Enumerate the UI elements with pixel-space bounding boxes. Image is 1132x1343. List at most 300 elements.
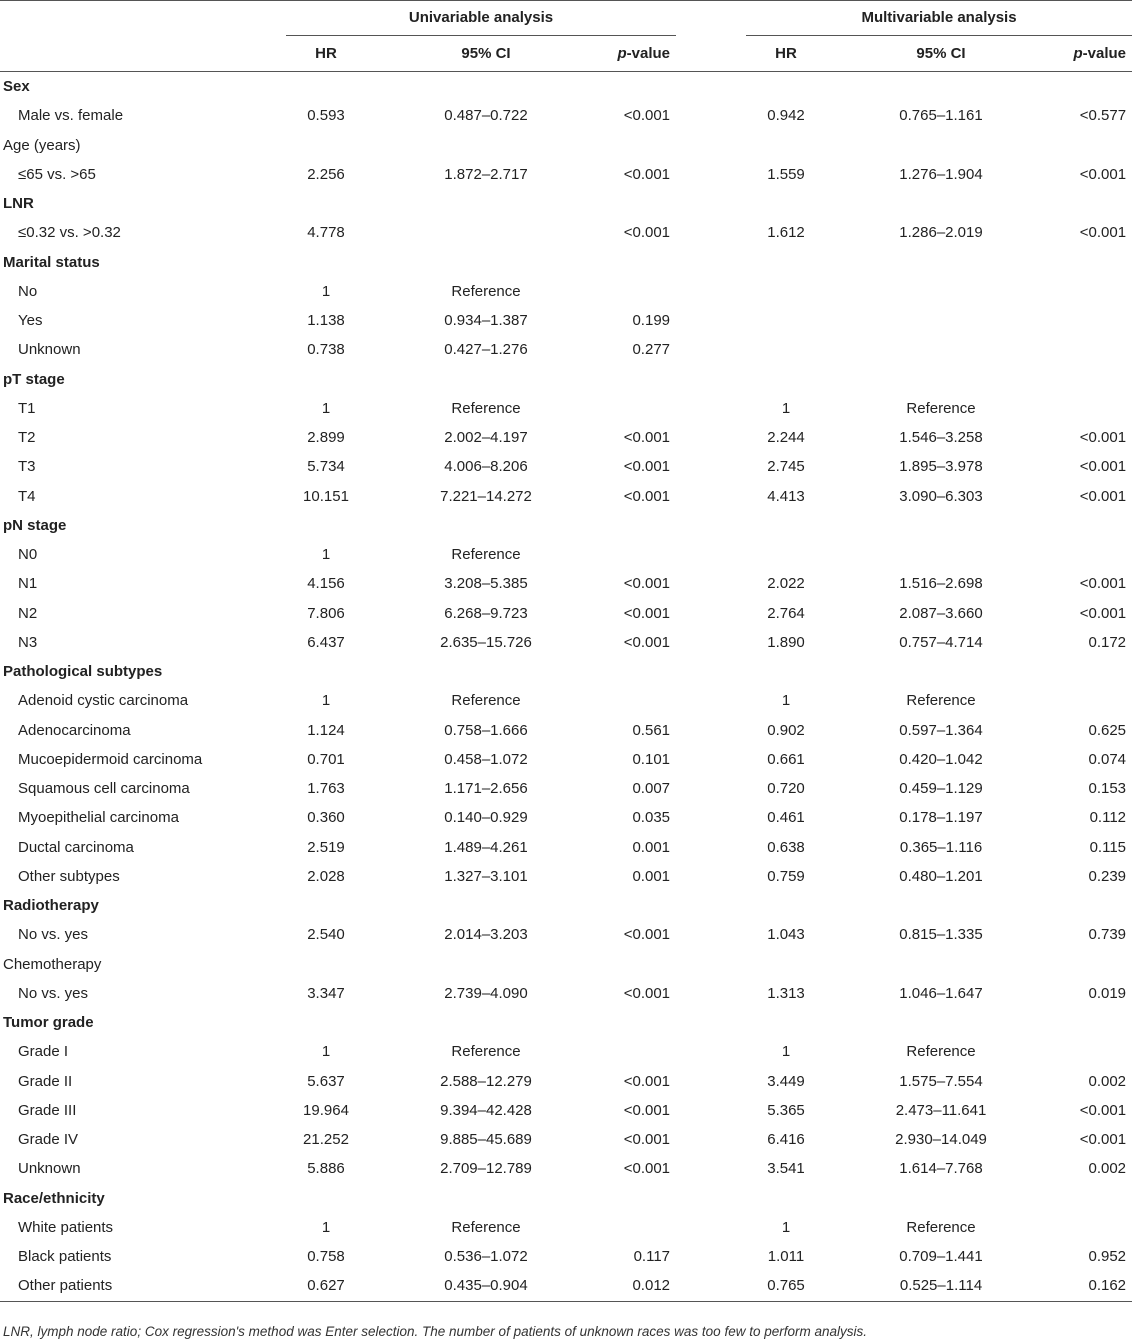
spacer-cell <box>676 101 746 130</box>
ci-multi-cell: 1.276–1.904 <box>899 165 983 183</box>
hr-multi-cell: 3.449 <box>767 1072 805 1090</box>
p-multi-cell <box>1056 277 1132 306</box>
spacer-cell <box>676 686 746 715</box>
p-uni-cell <box>606 1037 676 1066</box>
table-row <box>0 745 1132 774</box>
ci-multi-cell <box>826 950 1056 979</box>
p-uni-cell: <0.001 <box>623 604 671 622</box>
table-row <box>0 218 1132 247</box>
ci-uni-cell: 3.208–5.385 <box>444 575 528 593</box>
hr-multi-cell <box>746 335 826 364</box>
ci-multi-cell: 0.420–1.042 <box>899 750 983 768</box>
row-label: pN stage <box>3 516 67 534</box>
table-row <box>0 1242 1132 1271</box>
p-uni-cell: <0.001 <box>623 1072 671 1090</box>
section-row <box>0 365 1132 394</box>
table-row <box>0 540 1132 569</box>
p-multi-cell <box>1056 1008 1132 1037</box>
hr-uni-cell: 5.886 <box>307 1160 345 1178</box>
ci-multi-cell <box>826 1184 1056 1213</box>
row-label: Grade II <box>18 1072 73 1090</box>
p-multi-cell: 0.019 <box>1088 984 1127 1002</box>
hr-multi-cell <box>746 950 826 979</box>
ci-multi-cell: 0.709–1.441 <box>899 1248 983 1266</box>
p-uni-cell: <0.001 <box>623 575 671 593</box>
p-uni-cell <box>606 1008 676 1037</box>
p-uni-cell: 0.561 <box>632 721 671 739</box>
hr-uni-cell: 2.899 <box>307 429 345 447</box>
hr-multi-cell <box>746 511 826 540</box>
hr-uni-cell: 10.151 <box>303 487 349 505</box>
hr-uni-cell <box>286 1184 366 1213</box>
hr-multi-cell: 6.416 <box>767 1131 805 1149</box>
p-uni-cell: 0.117 <box>633 1248 671 1266</box>
spacer-cell <box>676 218 746 247</box>
ci-uni-cell: 9.885–45.689 <box>440 1131 532 1149</box>
ci-uni-cell: 0.140–0.929 <box>444 809 528 827</box>
table-row <box>0 1125 1132 1154</box>
table-row <box>0 833 1132 862</box>
ci-multi-cell: 0.597–1.364 <box>899 721 983 739</box>
hr-header-uni: HR <box>286 36 366 72</box>
hr-multi-cell: 0.942 <box>767 107 805 125</box>
table-row <box>0 920 1132 949</box>
p-multi-cell: <0.001 <box>1079 1131 1127 1149</box>
spacer-cell <box>676 248 746 277</box>
hr-multi-cell: 1 <box>781 1218 791 1236</box>
hr-uni-cell <box>286 72 366 102</box>
ci-uni-cell: 2.002–4.197 <box>444 429 528 447</box>
spacer-cell <box>676 1242 746 1271</box>
section-row <box>0 657 1132 686</box>
table-row <box>0 774 1132 803</box>
p-multi-cell: <0.001 <box>1079 575 1127 593</box>
spacer-cell <box>676 131 746 160</box>
p-multi-cell <box>1056 657 1132 686</box>
hr-multi-cell: 1.043 <box>767 926 805 944</box>
hr-multi-cell <box>746 131 826 160</box>
hr-uni-cell: 1 <box>321 546 331 564</box>
p-multi-cell <box>1056 891 1132 920</box>
p-multi-cell: 0.074 <box>1088 750 1127 768</box>
hr-multi-cell: 4.413 <box>767 487 805 505</box>
ci-multi-cell <box>826 277 1056 306</box>
ci-multi-cell: Reference <box>906 399 976 417</box>
spacer-cell <box>676 335 746 364</box>
hr-multi-cell <box>746 891 826 920</box>
p-header-uni: p-value <box>606 36 676 72</box>
row-label: N3 <box>18 633 38 651</box>
top-rule <box>0 0 1132 1</box>
ci-uni-cell <box>366 189 606 218</box>
spacer-cell <box>676 774 746 803</box>
table-row <box>0 686 1132 715</box>
p-uni-cell <box>606 891 676 920</box>
spacer-cell <box>676 920 746 949</box>
row-label: Race/ethnicity <box>3 1189 105 1207</box>
p-uni-cell: 0.035 <box>632 809 671 827</box>
p-uni-cell: 0.007 <box>632 780 671 798</box>
hr-multi-cell <box>746 365 826 394</box>
hr-uni-cell: 5.637 <box>307 1072 345 1090</box>
row-label: pT stage <box>3 370 65 388</box>
hr-uni-cell: 1.763 <box>307 780 345 798</box>
ci-uni-cell: 0.536–1.072 <box>444 1248 528 1266</box>
row-label: Unknown <box>18 1160 81 1178</box>
hr-multi-cell <box>746 1184 826 1213</box>
hr-multi-cell: 1.011 <box>767 1248 805 1266</box>
section-row <box>0 1184 1132 1213</box>
p-multi-cell <box>1056 248 1132 277</box>
ci-multi-cell: 3.090–6.303 <box>899 487 983 505</box>
hr-uni-cell: 1 <box>321 1218 331 1236</box>
ci-multi-cell: 1.286–2.019 <box>899 224 983 242</box>
table-row <box>0 862 1132 891</box>
ci-uni-cell <box>366 1184 606 1213</box>
row-label: Age (years) <box>3 136 81 154</box>
ci-multi-cell: 0.765–1.161 <box>899 107 983 125</box>
p-multi-cell: 0.002 <box>1088 1072 1127 1090</box>
hr-multi-cell: 0.461 <box>767 809 805 827</box>
section-row <box>0 891 1132 920</box>
ci-uni-cell <box>366 950 606 979</box>
p-uni-cell: <0.001 <box>623 487 671 505</box>
spacer-cell <box>676 1213 746 1242</box>
ci-uni-cell <box>366 72 606 102</box>
ci-multi-cell: 0.178–1.197 <box>899 809 983 827</box>
spacer-cell <box>676 394 746 423</box>
p-uni-cell <box>606 1213 676 1242</box>
ci-header-multi: 95% CI <box>826 36 1056 72</box>
hr-multi-cell: 0.765 <box>746 1271 826 1301</box>
row-label: No vs. yes <box>18 926 89 944</box>
ci-uni-cell: Reference <box>451 692 521 710</box>
p-uni-cell: <0.001 <box>623 1160 671 1178</box>
row-label: Sex <box>3 78 30 96</box>
spacer-cell <box>676 628 746 657</box>
spacer-cell <box>676 1008 746 1037</box>
ci-uni-cell: 2.709–12.789 <box>440 1160 532 1178</box>
p-uni-cell: 0.277 <box>632 341 671 359</box>
ci-uni-cell <box>366 891 606 920</box>
p-multi-cell <box>1056 1213 1132 1242</box>
row-label: Mucoepidermoid carcinoma <box>18 750 203 768</box>
ci-uni-cell: 1.872–2.717 <box>444 165 528 183</box>
spacer-cell <box>676 657 746 686</box>
hr-uni-cell: 19.964 <box>303 1101 349 1119</box>
p-multi-cell: <0.577 <box>1079 107 1127 125</box>
ci-uni-cell: Reference <box>451 1218 521 1236</box>
p-uni-cell <box>606 72 676 102</box>
ci-uni-cell <box>366 657 606 686</box>
ci-uni-cell <box>366 218 606 247</box>
p-uni-cell <box>606 950 676 979</box>
ci-multi-cell: 2.930–14.049 <box>895 1131 987 1149</box>
section-row <box>0 248 1132 277</box>
ci-uni-cell: 0.427–1.276 <box>444 341 528 359</box>
ci-uni-cell: 0.487–0.722 <box>444 107 528 125</box>
p-multi-cell <box>1056 131 1132 160</box>
p-multi-cell <box>1056 1184 1132 1213</box>
spacer-cell <box>676 189 746 218</box>
table-header <box>0 0 1132 72</box>
table-row <box>0 394 1132 423</box>
spacer-cell <box>676 569 746 598</box>
row-label: Unknown <box>18 341 81 359</box>
spacer-cell <box>676 1125 746 1154</box>
row-label: ≤65 vs. >65 <box>18 165 96 183</box>
spacer-cell <box>676 803 746 832</box>
hr-multi-cell: 0.638 <box>767 838 805 856</box>
hr-multi-cell: 5.365 <box>767 1101 805 1119</box>
spacer-cell <box>676 452 746 481</box>
hr-multi-cell <box>746 248 826 277</box>
ci-multi-cell: 1.575–7.554 <box>899 1072 983 1090</box>
ci-multi-cell: Reference <box>906 1043 976 1061</box>
p-multi-cell <box>1056 189 1132 218</box>
p-multi-cell: 0.002 <box>1088 1160 1127 1178</box>
p-uni-cell: 0.001 <box>632 838 671 856</box>
ci-uni-cell: 2.635–15.726 <box>440 633 532 651</box>
ci-uni-cell: 6.268–9.723 <box>444 604 528 622</box>
row-label: Ductal carcinoma <box>18 838 134 856</box>
p-uni-cell: <0.001 <box>623 1101 671 1119</box>
spacer-cell <box>676 891 746 920</box>
hr-uni-cell: 1 <box>321 692 331 710</box>
p-uni-cell <box>606 657 676 686</box>
p-multi-cell: 0.625 <box>1088 721 1127 739</box>
ci-multi-cell: 0.480–1.201 <box>899 867 983 885</box>
section-row <box>0 511 1132 540</box>
ci-uni-cell <box>366 131 606 160</box>
hr-multi-cell <box>746 306 826 335</box>
row-label: Adenoid cystic carcinoma <box>18 692 189 710</box>
row-label: LNR <box>3 195 34 213</box>
hr-uni-cell <box>286 1008 366 1037</box>
hr-multi-cell <box>746 277 826 306</box>
spacer-cell <box>676 1037 746 1066</box>
row-label: N1 <box>18 575 38 593</box>
table-row <box>0 277 1132 306</box>
section-row <box>0 131 1132 160</box>
hr-uni-cell: 0.701 <box>307 750 345 768</box>
hr-multi-cell <box>746 540 826 569</box>
ci-multi-cell: Reference <box>906 1218 976 1236</box>
hr-uni-cell: 1 <box>321 1043 331 1061</box>
hr-uni-cell: 2.028 <box>307 867 345 885</box>
table-row <box>0 1213 1132 1242</box>
spacer-cell <box>676 862 746 891</box>
p-multi-cell <box>1056 72 1132 102</box>
row-label: Male vs. female <box>18 107 124 125</box>
hr-uni-cell: 0.758 <box>307 1248 345 1266</box>
p-uni-cell: <0.001 <box>623 458 671 476</box>
hr-multi-cell: 0.661 <box>767 750 805 768</box>
hr-multi-cell: 1.612 <box>767 224 805 242</box>
multivariable-header: Multivariable analysis <box>746 0 1132 36</box>
ci-multi-cell: 0.815–1.335 <box>899 926 983 944</box>
spacer-cell <box>676 511 746 540</box>
row-label: T4 <box>18 487 36 505</box>
ci-multi-cell <box>826 540 1056 569</box>
ci-multi-cell <box>826 306 1056 335</box>
hr-uni-cell: 4.156 <box>307 575 345 593</box>
row-label: No vs. yes <box>18 984 89 1002</box>
hr-uni-cell: 0.360 <box>307 809 345 827</box>
ci-uni-cell: Reference <box>451 1043 521 1061</box>
univariable-header: Univariable analysis <box>286 0 676 36</box>
p-uni-cell <box>606 189 676 218</box>
p-multi-cell: 0.172 <box>1088 633 1127 651</box>
hr-multi-cell: 1 <box>781 399 791 417</box>
ci-uni-cell: Reference <box>451 282 521 300</box>
table-row <box>0 101 1132 130</box>
hr-uni-cell <box>286 131 366 160</box>
hr-multi-cell: 2.022 <box>767 575 805 593</box>
spacer-cell <box>676 72 746 102</box>
table-row <box>0 1154 1132 1183</box>
hr-uni-cell: 4.778 <box>307 224 345 242</box>
p-uni-cell: 0.001 <box>632 867 671 885</box>
row-label: N2 <box>18 604 38 622</box>
ci-header-uni: 95% CI <box>366 36 606 72</box>
ci-multi-cell <box>826 335 1056 364</box>
row-label: Yes <box>18 312 43 330</box>
p-multi-cell: 0.739 <box>1088 926 1127 944</box>
hr-multi-cell <box>746 189 826 218</box>
spacer-cell <box>676 745 746 774</box>
p-uni-cell <box>606 365 676 394</box>
hr-uni-cell <box>286 950 366 979</box>
ci-multi-cell <box>826 1008 1056 1037</box>
ci-multi-cell <box>826 511 1056 540</box>
spacer-cell <box>676 1067 746 1096</box>
hr-multi-cell <box>746 72 826 102</box>
p-multi-cell: <0.001 <box>1079 458 1127 476</box>
ci-multi-cell <box>826 365 1056 394</box>
hr-uni-cell <box>286 248 366 277</box>
ci-uni-cell: 0.435–0.904 <box>366 1271 606 1301</box>
table-row <box>0 1067 1132 1096</box>
p-uni-cell: <0.001 <box>623 429 671 447</box>
section-row <box>0 189 1132 218</box>
row-label: Grade IV <box>18 1131 79 1149</box>
row-label: Chemotherapy <box>3 955 102 973</box>
hr-uni-cell: 2.519 <box>307 838 345 856</box>
hr-multi-cell: 2.764 <box>767 604 805 622</box>
row-label: Grade III <box>18 1101 77 1119</box>
hr-uni-cell: 21.252 <box>303 1131 349 1149</box>
section-row <box>0 1008 1132 1037</box>
spacer-cell <box>676 160 746 189</box>
hr-uni-cell: 0.738 <box>307 341 345 359</box>
p-uni-cell: <0.001 <box>623 633 671 651</box>
hr-multi-cell: 1.313 <box>767 984 805 1002</box>
ci-uni-cell: 1.489–4.261 <box>444 838 528 856</box>
hr-multi-cell: 3.541 <box>767 1160 805 1178</box>
hr-header-multi: HR <box>746 36 826 72</box>
p-multi-cell <box>1056 950 1132 979</box>
row-label: T1 <box>18 399 36 417</box>
table-row <box>0 423 1132 452</box>
p-uni-cell <box>606 277 676 306</box>
hr-uni-cell: 3.347 <box>307 984 345 1002</box>
hr-uni-cell: 1.124 <box>307 721 345 739</box>
ci-uni-cell: 0.758–1.666 <box>444 721 528 739</box>
p-multi-cell: <0.001 <box>1079 1101 1127 1119</box>
hr-multi-cell: 1 <box>781 1043 791 1061</box>
p-uni-cell: 0.101 <box>632 750 671 768</box>
spacer-cell <box>676 950 746 979</box>
p-uni-cell <box>606 131 676 160</box>
spacer-cell <box>676 365 746 394</box>
p-uni-cell <box>606 248 676 277</box>
p-multi-cell <box>1056 540 1132 569</box>
ci-uni-cell: Reference <box>451 546 521 564</box>
spacer-cell <box>676 482 746 511</box>
hr-uni-cell: 2.540 <box>307 926 345 944</box>
table-row <box>0 569 1132 598</box>
ci-uni-cell: 1.171–2.656 <box>444 780 528 798</box>
hr-uni-cell: 7.806 <box>307 604 345 622</box>
p-uni-cell <box>606 511 676 540</box>
p-uni-cell: 0.199 <box>632 312 671 330</box>
p-multi-cell: <0.001 <box>1079 604 1127 622</box>
spacer-cell <box>676 599 746 628</box>
hr-multi-cell <box>746 1008 826 1037</box>
hr-uni-cell <box>286 189 366 218</box>
spacer-cell <box>676 1271 746 1301</box>
table-row <box>0 306 1132 335</box>
p-uni-cell: <0.001 <box>623 107 671 125</box>
hr-uni-cell <box>286 891 366 920</box>
ci-uni-cell <box>366 511 606 540</box>
hr-uni-cell: 0.593 <box>307 107 345 125</box>
ci-multi-cell: 0.365–1.116 <box>899 838 983 856</box>
hr-multi-cell: 1.559 <box>767 165 805 183</box>
row-label: Other patients <box>0 1271 286 1301</box>
table-row <box>0 482 1132 511</box>
spacer-cell <box>676 979 746 1008</box>
p-multi-cell <box>1056 335 1132 364</box>
spacer-cell <box>676 306 746 335</box>
p-multi-cell: 0.162 <box>1056 1271 1132 1301</box>
table-row <box>0 716 1132 745</box>
p-multi-cell <box>1056 686 1132 715</box>
row-label: Radiotherapy <box>3 897 99 915</box>
ci-multi-cell: 0.525–1.114 <box>826 1271 1056 1301</box>
row-label: T2 <box>18 429 36 447</box>
ci-uni-cell: 2.588–12.279 <box>440 1072 532 1090</box>
hr-multi-cell: 2.745 <box>767 458 805 476</box>
p-uni-cell: <0.001 <box>623 926 671 944</box>
row-label: Tumor grade <box>3 1014 94 1032</box>
hr-uni-cell: 5.734 <box>307 458 345 476</box>
ci-uni-cell <box>366 248 606 277</box>
spacer-cell <box>676 1184 746 1213</box>
hr-uni-cell: 2.256 <box>307 165 345 183</box>
table-row <box>0 335 1132 364</box>
table-row <box>0 1096 1132 1125</box>
row-label: Marital status <box>3 253 100 271</box>
hr-multi-cell: 1 <box>781 692 791 710</box>
row-label: Squamous cell carcinoma <box>18 780 190 798</box>
ci-uni-cell <box>366 365 606 394</box>
p-multi-cell: <0.001 <box>1079 165 1127 183</box>
table-body <box>0 72 1132 1302</box>
row-label: ≤0.32 vs. >0.32 <box>18 224 121 242</box>
p-uni-cell: <0.001 <box>623 224 671 242</box>
